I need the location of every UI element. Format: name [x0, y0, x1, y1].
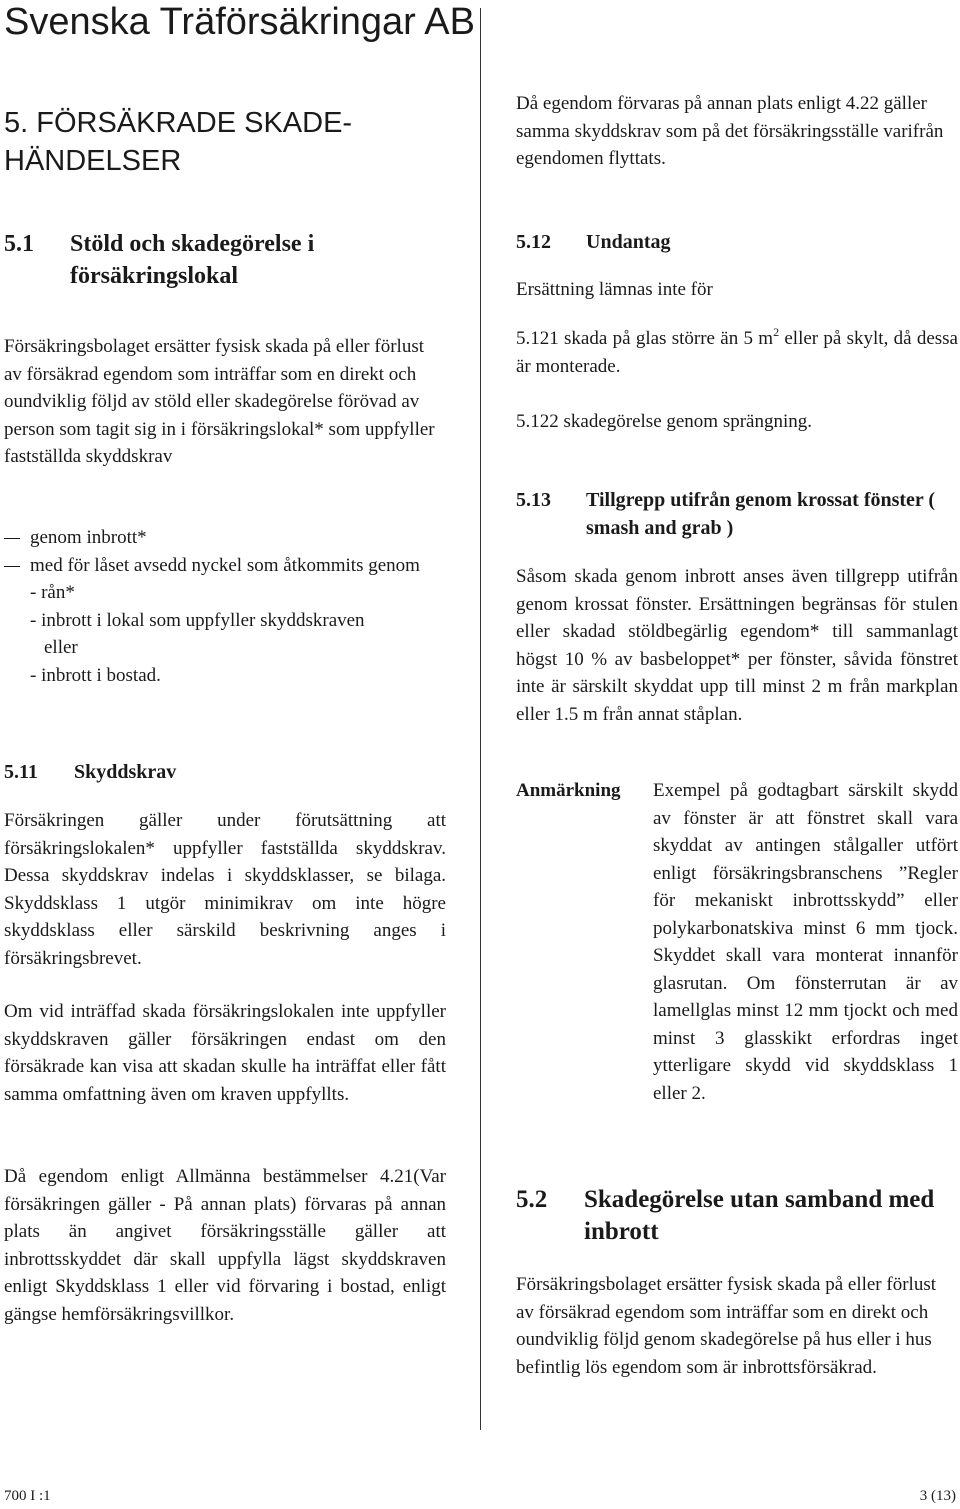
exclusion-item-1 — [516, 325, 958, 380]
chapter-heading: 5. FÖRSÄKRADE SKADE-HÄNDELSER — [4, 107, 353, 177]
section-5-1-body — [4, 333, 446, 471]
section-5-11-para-1 — [4, 807, 446, 972]
note-label: Anmärkning — [516, 780, 621, 801]
footer-page-number: 3 (13) — [919, 1488, 956, 1504]
section-5-12-lead — [516, 276, 958, 304]
paragraph: 5.122 skadegörelse genom sprängning. — [516, 411, 813, 432]
exclusion-item-2 — [516, 408, 958, 436]
section-title: Skadegörelse utan samband med inbrott — [584, 1186, 935, 1245]
paragraph — [516, 325, 958, 380]
list-item: med för låset avsedd nyckel som åtkommits genom — [4, 552, 446, 580]
paragraph: Försäkringsbolaget ersätter fysisk skada på eller förlust av försäkrad egendom som inträffar som en direkt och oundviklig följd genom skadegörelse på hus eller i hus befintlig lös egendom som är inbrottsförsäkrad. — [516, 1274, 936, 1378]
paragraph: Då egendom förvaras på annan plats enligt 4.22 gäller samma skyddskrav som på det försäkringsställe varifrån egendomen flyttats. — [516, 93, 944, 169]
section-5-11-para-3 — [4, 1163, 446, 1328]
section-5-12-heading — [516, 228, 958, 256]
list-subitem: - rån* — [30, 582, 75, 603]
note-block — [516, 777, 958, 1107]
section-number: 5.13 — [516, 489, 551, 511]
list-subitem: eller — [44, 637, 78, 658]
section-number: 5.2 — [516, 1186, 548, 1213]
section-title: Stöld och skadegörelse i försäkringslokal — [70, 231, 315, 289]
list-item: genom inbrott* — [4, 524, 446, 552]
section-5-2-heading — [516, 1184, 958, 1248]
right-intro — [516, 90, 958, 173]
condition-list — [4, 524, 446, 689]
footer-doc-code: 700 I :1 — [4, 1488, 51, 1504]
paragraph: Försäkringsbolaget ersätter fysisk skada på eller förlust av försäkrad egendom som inträffar som en direkt och oundviklig följd av stöld eller skadegörelse förövad av person som tagit sig in i försäkringslokal* som uppfyller fastställda skyddskrav — [4, 336, 435, 467]
section-5-11-para-2 — [4, 998, 446, 1108]
exclusion-text: 5.121 skada på glas större än 5 m — [516, 328, 774, 349]
paragraph: Då egendom enligt Allmänna bestämmelser 4.21(Var försäkringen gäller - På annan plats) förvaras på annan plats än angivet försäkringsställe gäller att inbrottsskyddet där skall uppfylla lägst skyddskraven enligt Skyddsklass 1 eller vid förvaring i bostad, enligt gängse hemförsäkringsvillkor. — [4, 1166, 446, 1325]
paragraph: Försäkringen gäller under förutsättning att försäkringslokalen* uppfyller fastställda skyddskrav. Dessa skyddskrav indelas i skyddsklasser, se bilaga. Skyddsklass 1 utgör minimikrav om inte högre skyddsklass eller särskild beskrivning anges i försäkringsbrevet. — [4, 810, 446, 969]
column-divider — [480, 8, 481, 1430]
section-5-11-heading — [4, 758, 446, 786]
list-subitem: - inbrott i lokal som uppfyller skyddskraven — [30, 609, 365, 631]
section-number: 5.11 — [4, 761, 38, 783]
paragraph: Såsom skada genom inbrott anses även tillgrepp utifrån genom krossat fönster. Ersättningen begränsas för stulen eller skadad stöldbegärlig egendom* till sammanlagt högst 10 % av basbeloppet* per fönster, såvida fönstret inte är särskilt skyddat upp till minst 2 m från markplan eller 1.5 m från annat ståplan. — [516, 566, 958, 725]
section-5-13-para — [516, 563, 958, 728]
paragraph: Ersättning lämnas inte för — [516, 279, 713, 300]
paragraph: Om vid inträffad skada försäkringslokalen inte uppfyller skyddskraven gäller försäkringen endast om den försäkrade kan visa att skadan skulle ha inträffat eller fått samma omfattning även om kraven uppfyllts. — [4, 1001, 446, 1105]
superscript: 2 — [773, 325, 780, 339]
section-title: Undantag — [586, 231, 671, 253]
list-subitem: - inbrott i bostad. — [30, 664, 161, 686]
exclusion-text: eller på skylt, då dessa är monterade. — [516, 328, 958, 377]
note-text: Exempel på godtagbart särskilt skydd av fönster är att fönstret skall vara skyddat av antingen stålgaller utfört enligt försäkringsbranschens ”Regler för mekaniskt inbrottsskydd” eller polykarbonatskiva minst 6 mm tjock. Skyddet skall vara monterat innanför glasrutan. Om fönsterrutan är av lamellglas minst 12 mm tjockt och med minst 3 glasskikt erfordras inget ytterligare skydd vid skyddsklass 1 eller 2. — [653, 780, 958, 1104]
section-5-2-para — [516, 1271, 958, 1381]
section-title: Skyddskrav — [74, 761, 177, 783]
company-name: Svenska Träförsäkringar AB — [4, 1, 475, 43]
section-title: Tillgrepp utifrån genom krossat fönster ( smash and grab ) — [586, 489, 936, 539]
section-5-1-heading — [4, 228, 446, 292]
section-number: 5.12 — [516, 231, 551, 253]
section-5-13-heading — [516, 486, 958, 542]
section-number: 5.1 — [4, 231, 34, 257]
